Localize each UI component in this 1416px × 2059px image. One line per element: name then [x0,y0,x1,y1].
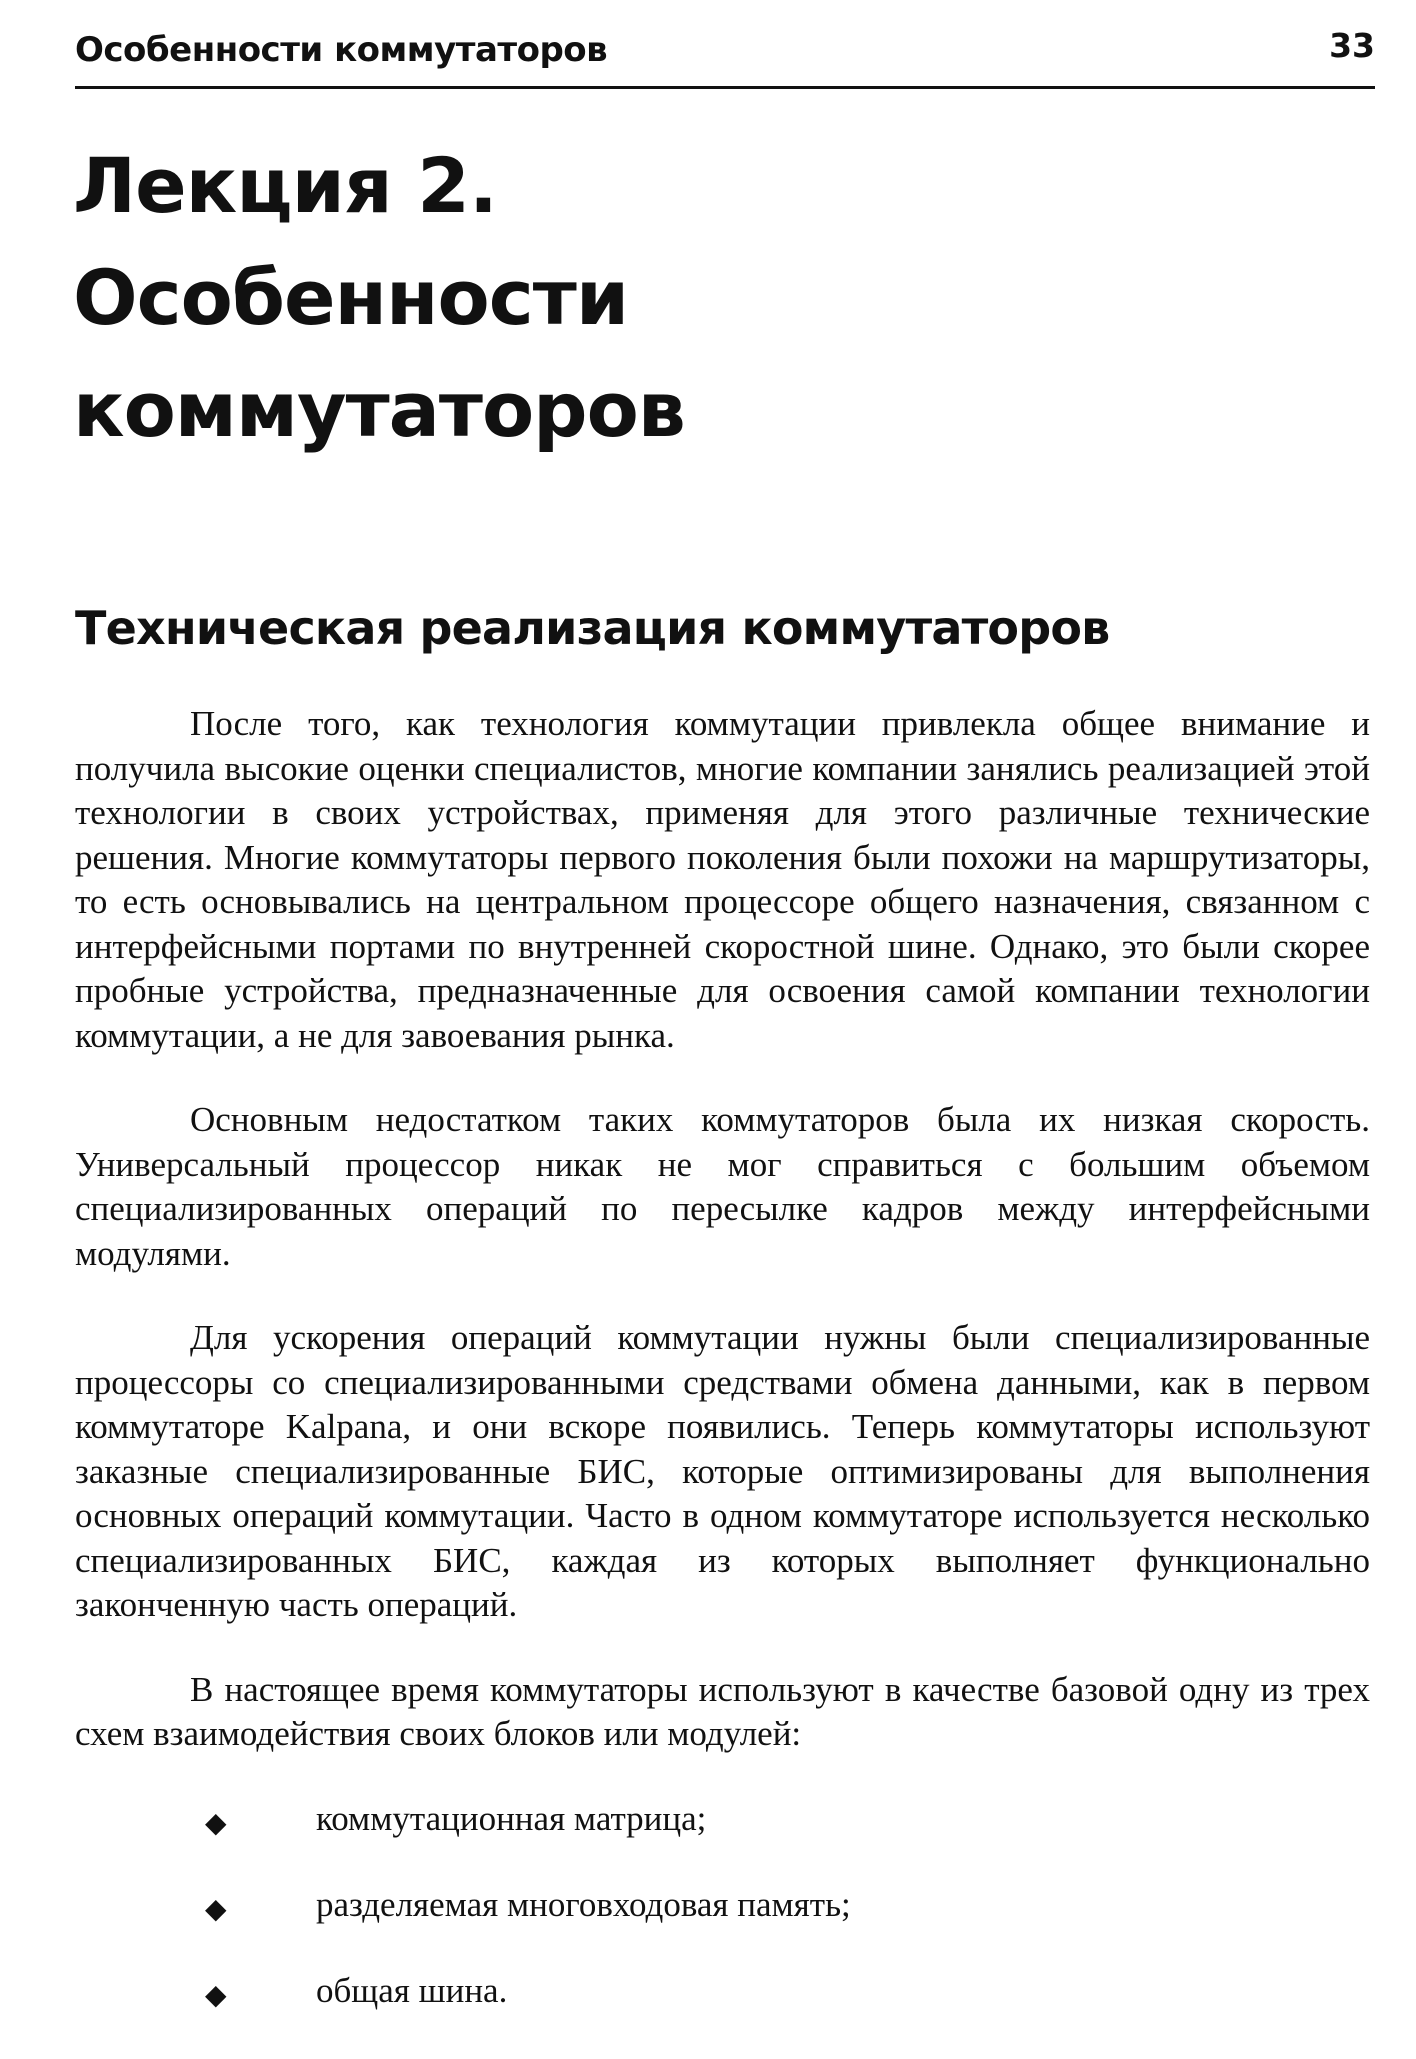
paragraph-4: В настоящее время коммутаторы используют в качестве базовой одну из трех схем взаимодействия своих блоков или модулей: [75,1669,1370,1753]
running-title: Особенности коммутаторов [75,30,608,70]
diamond-bullet-icon: ◆ [205,1977,227,2011]
running-header [75,24,1375,89]
bullet-item-2 [75,1883,1370,1932]
chapter-title-line-3: коммутаторов [73,365,685,454]
chapter-title-line-1: Лекция 2. [73,141,497,230]
book-page [75,0,1375,2059]
page-number: 33 [1329,26,1375,65]
bullet-list [75,1797,1370,2018]
chapter-title-line-2: Особенности [73,253,629,342]
paragraph-1: После того, как технология коммутации привлекла общее внимание и получила высокие оценки специалистов, многие компании занялись реализацией этой технологии в своих устройствах, применяя для этого различные технические решения. Многие коммутаторы первого поколения были похожи на маршрутизаторы, то есть основывались на центральном процессоре общего назначения, связанном с интерфейсными портами по внутренней скоростной шине. Однако, это были скорее пробные устройства, предназначенные для освоения самой компании технологии коммутации, а не для завоевания рынка. [75,704,1370,1055]
bullet-item-1 [75,1797,1370,1846]
diamond-bullet-icon: ◆ [205,1891,227,1925]
bullet-item-text: коммутационная матрица; [316,1798,707,1838]
section-title: Техническая реализация коммутаторов [75,601,1110,655]
section-body [75,702,1370,2055]
bullet-item-3 [75,1969,1370,2018]
chapter-title [73,130,685,466]
bullet-item-text: общая шина. [316,1970,508,2010]
paragraph-2: Основным недостатком таких коммутаторов была их низкая скорость. Универсальный процессор никак не мог справиться с большим объемом специализированных операций по пересылке кадров между интерфейсными модулями. [75,1100,1370,1273]
diamond-bullet-icon: ◆ [205,1805,227,1839]
paragraph-3: Для ускорения операций коммутации нужны были специализированные процессоры со специализированными средствами обмена данными, как в первом коммутаторе Kalpana, и они вскоре появились. Теперь коммутаторы используют заказные специализированные БИС, которые оптимизированы для выполнения основных операций коммутации. Часто в одном коммутаторе используется несколько специализированных БИС, каждая из которых выполняет функционально законченную часть операций. [75,1318,1370,1624]
bullet-item-text: разделяемая многовходовая память; [316,1884,851,1924]
